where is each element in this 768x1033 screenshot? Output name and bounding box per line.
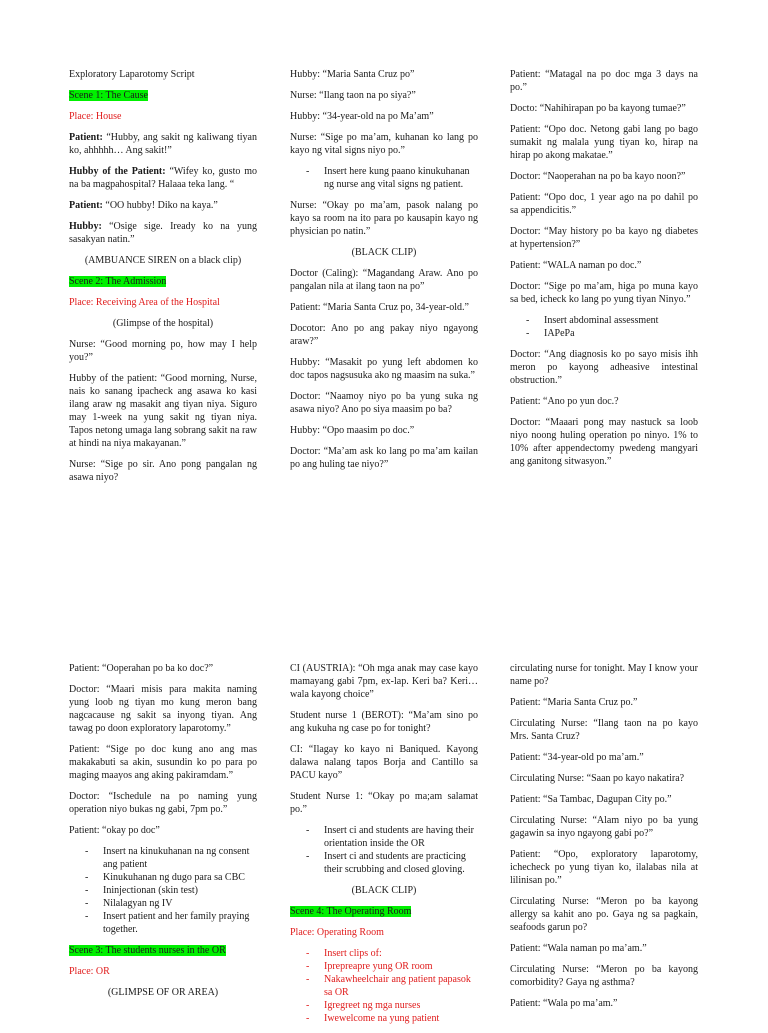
place-label xyxy=(290,926,478,939)
line-text: (AMBUANCE SIREN on a black clip) xyxy=(84,255,242,266)
line-text: Doctor: “Maaari pong may nastuck sa loob niyo noong huling operation po ninyo. 1% to 10% after appendectomy pwedeng mangyari ang ganitong sitwasyon.” xyxy=(510,417,698,467)
script-line xyxy=(510,102,698,115)
list-item: - IAPePa xyxy=(544,327,698,340)
page1-column-1 xyxy=(69,68,257,492)
script-line xyxy=(290,390,478,416)
list-item: - Iprepreapre yung OR room xyxy=(324,960,478,973)
list-item: - Insert ci and students are practicing their scrubbing and closed gloving. xyxy=(324,850,478,876)
line-text: Scene 3: The students nurses in the OR xyxy=(69,945,226,956)
script-line xyxy=(290,68,478,81)
list-item: - Kinukuhanan ng dugo para sa CBC xyxy=(103,871,257,884)
line-text: Doctor: “Ischedule na po naming yung operation niyo bukas ng gabi, 7pm po.” xyxy=(69,791,257,815)
line-text: Doctor: “May history po ba kayo ng diabetes at hypertension?” xyxy=(510,226,698,250)
script-line xyxy=(290,322,478,348)
script-line xyxy=(290,424,478,437)
line-text: Circulating Nurse: “Meron po ba kayong comorbidity? Gaya ng asthma? xyxy=(510,964,698,988)
place-label xyxy=(69,296,257,309)
script-line xyxy=(290,110,478,123)
line-text: Patient: “Maria Santa Cruz po, 34-year-old.” xyxy=(290,302,469,313)
script-line xyxy=(69,458,257,484)
script-line xyxy=(510,225,698,251)
script-line xyxy=(69,824,257,837)
line-text: Patient: “okay po doc” xyxy=(69,825,160,836)
line-text: Patient: “Sa Tambac, Dagupan City po.” xyxy=(510,794,672,805)
script-line xyxy=(290,267,478,293)
script-line xyxy=(69,743,257,782)
page1-column-3 xyxy=(510,68,698,476)
script-line xyxy=(69,338,257,364)
line-text: circulating nurse for tonight. May I know your name po? xyxy=(510,663,698,687)
script-line xyxy=(510,395,698,408)
script-line xyxy=(510,793,698,806)
script-line xyxy=(290,790,478,816)
line-text: Scene 2: The Admission xyxy=(69,276,167,287)
line-text: Exploratory Laparotomy Script xyxy=(69,69,195,80)
stage-direction xyxy=(290,884,478,897)
bullet-list xyxy=(290,947,478,1025)
line-text: Doctor: “Ang diagnosis ko po sayo misis ihh meron po kayong adheasive intestinal obstruction.” xyxy=(510,349,698,386)
list-item: - Insert ci and students are having their orientation inside the OR xyxy=(324,824,478,850)
line-text: Nurse: “Okay po ma’am, pasok nalang po kayo sa room na ito para po kausapin kayo ng physician po natin.” xyxy=(290,200,478,237)
line-text: “Hubby, ang sakit ng kaliwang tiyan ko, ahhhhh… Ang sakit!” xyxy=(69,132,257,156)
line-text: Patient: “Wala naman po ma’am.” xyxy=(510,943,647,954)
line-text: Place: Receiving Area of the Hospital xyxy=(69,297,220,308)
line-text: Nurse: “Sige po sir. Ano pong pangalan ng asawa niyo? xyxy=(69,459,257,483)
line-text: Scene 4: The Operating Room xyxy=(290,906,412,917)
script-line xyxy=(290,445,478,471)
line-text: “OO hubby! Diko na kaya.” xyxy=(102,200,218,211)
script-line xyxy=(510,170,698,183)
line-text: Doctor: “Maari misis para makita naming yung loob ng tiyan mo kung meron bang nagcacause ng sakit sa inyong tiyan. Ang tawag po doon exploratory laparotomy.” xyxy=(69,684,257,734)
place-label xyxy=(69,110,257,123)
line-text: Doctor: “Naamoy niyo po ba yung suka ng asawa niyo? Ano po siya maasim po ba? xyxy=(290,391,478,415)
script-line xyxy=(510,259,698,272)
line-text: Student nurse 1 (BEROT): “Ma’am sino po ang kukuha ng case po for tonight? xyxy=(290,710,478,734)
list-item: - Igregreet ng mga nurses xyxy=(324,999,478,1012)
line-text: Patient: “Ooperahan po ba ko doc?” xyxy=(69,663,214,674)
bullet-list xyxy=(510,314,698,340)
line-text: Circulating Nurse: “Ilang taon na po kayo Mrs. Santa Cruz? xyxy=(510,718,698,742)
script-line xyxy=(290,131,478,157)
scene-heading xyxy=(69,89,257,102)
script-line xyxy=(510,68,698,94)
speaker-label: Hubby: xyxy=(69,221,102,232)
script-line xyxy=(69,199,257,212)
line-text: (Glimpse of the hospital) xyxy=(112,318,214,329)
list-item: - Nilalagyan ng IV xyxy=(103,897,257,910)
scene-heading xyxy=(69,275,257,288)
line-text: Nurse: “Good morning po, how may I help you?” xyxy=(69,339,257,363)
line-text: Patient: “Maria Santa Cruz po.” xyxy=(510,697,638,708)
script-line xyxy=(290,356,478,382)
line-text: Patient: “Wala po ma’am.” xyxy=(510,998,618,1009)
line-text: Doctor: “Sige po ma’am, higa po muna kayo sa bed, icheck ko lang po yung tiyan Ninyo.” xyxy=(510,281,698,305)
line-text: Doctor: “Naoperahan na po ba kayo noon?” xyxy=(510,171,686,182)
line-text: Patient: “Opo doc, 1 year ago na po dahil po sa appendicitis.” xyxy=(510,192,698,216)
script-line xyxy=(69,790,257,816)
line-text: Hubby of the patient: “Good morning, Nurse, nais ko sanang ipacheck ang asawa ko kasi ilang araw ng masakit ang tiyan niya. Siguro may 1-week na yung sakit ng tiyan niya. Tapos netong umaga lang sobrang sakit na raw at hindi na niya makayanan.” xyxy=(69,373,257,449)
script-line xyxy=(510,814,698,840)
line-text: Docto: “Nahihirapan po ba kayong tumae?” xyxy=(510,103,686,114)
script-line xyxy=(510,662,698,688)
page2-column-3 xyxy=(510,662,698,1018)
script-line xyxy=(510,942,698,955)
line-text: Nurse: “Sige po ma’am, kuhanan ko lang po kayo ng vital signs niyo po.” xyxy=(290,132,478,156)
page2-column-1 xyxy=(69,662,257,1007)
line-text: (GLIMPSE OF OR AREA) xyxy=(107,987,219,998)
line-text: Patient: “Sige po doc kung ano ang mas makakabuti sa akin, susundin ko po para po maging maayos ang aking pakiramdam.” xyxy=(69,744,257,781)
line-text: Hubby: “Masakit po yung left abdomen ko doc tapos nagsusuka ako ng maasim na suka.” xyxy=(290,357,478,381)
script-line xyxy=(69,372,257,450)
script-line xyxy=(510,963,698,989)
script-line xyxy=(510,751,698,764)
scene-heading xyxy=(69,944,257,957)
line-text: Circulating Nurse: “Alam niyo po ba yung gagawin sa inyo ngayong gabi po?” xyxy=(510,815,698,839)
line-text: Patient: “WALA naman po doc.” xyxy=(510,260,642,271)
script-line xyxy=(69,662,257,675)
script-line xyxy=(510,348,698,387)
bullet-list xyxy=(290,824,478,876)
stage-direction xyxy=(69,986,257,999)
line-text: (BLACK CLIP) xyxy=(351,885,417,896)
script-line xyxy=(510,696,698,709)
place-label xyxy=(69,965,257,978)
line-text: Circulating Nurse: “Saan po kayo nakatira? xyxy=(510,773,685,784)
line-text: “Osige sige. Iready ko na yung sasakyan natin.” xyxy=(69,221,257,245)
line-text: Place: House xyxy=(69,111,122,122)
bullet-list xyxy=(290,165,478,191)
speaker-label: Hubby of the Patient: xyxy=(69,166,166,177)
script-line xyxy=(290,301,478,314)
speaker-label: Patient: xyxy=(69,200,103,211)
line-text: Patient: “Ano po yun doc.? xyxy=(510,396,619,407)
script-line xyxy=(510,191,698,217)
list-item: - Insert clips of: xyxy=(324,947,478,960)
script-line xyxy=(510,416,698,468)
line-text: Patient: “Opo doc. Netong gabi lang po bago sumakit ng malala yung tiyan ko, hirap na hirap po akong makatae.” xyxy=(510,124,698,161)
stage-direction xyxy=(290,246,478,259)
list-item: - Nakawheelchair ang patient papasok sa OR xyxy=(324,973,478,999)
line-text: Scene 1: The Cause xyxy=(69,90,148,101)
line-text: Hubby: “Maria Santa Cruz po” xyxy=(290,69,415,80)
line-text: “Wifey ko, gusto mo na ba magpahospital? Halaaa teka lang. “ xyxy=(69,166,257,190)
script-line xyxy=(290,662,478,701)
line-text: Nurse: “Ilang taon na po siya?” xyxy=(290,90,416,101)
line-text: (BLACK CLIP) xyxy=(351,247,417,258)
page2-column-2 xyxy=(290,662,478,1033)
line-text: Place: OR xyxy=(69,966,110,977)
script-line xyxy=(510,123,698,162)
scene-heading xyxy=(290,905,478,918)
line-text: Hubby: “34-year-old na po Ma’am” xyxy=(290,111,434,122)
list-item: - Insert patient and her family praying together. xyxy=(103,910,257,936)
line-text: Hubby: “Opo maasim po doc.” xyxy=(290,425,415,436)
script-line xyxy=(290,199,478,238)
list-item: - Insert abdominal assessment xyxy=(544,314,698,327)
script-line xyxy=(69,683,257,735)
script-line xyxy=(510,997,698,1010)
script-line xyxy=(290,89,478,102)
script-line xyxy=(290,709,478,735)
script-line xyxy=(69,165,257,191)
list-item: - Insert here kung paano kinukuhanan ng nurse ang vital signs ng patient. xyxy=(324,165,478,191)
list-item: - Ininjectionan (skin test) xyxy=(103,884,257,897)
script-line xyxy=(290,743,478,782)
script-line xyxy=(510,895,698,934)
page1-column-2 xyxy=(290,68,478,479)
script-line xyxy=(510,848,698,887)
line-text: Doctor: “Ma’am ask ko lang po ma’am kailan po ang huling tae niyo?” xyxy=(290,446,478,470)
list-item: - Iwewelcome na yung patient xyxy=(324,1012,478,1025)
line-text: Circulating Nurse: “Meron po ba kayong allergy sa kahit ano po. Gaya ng sa pagkain, seafoods garun po? xyxy=(510,896,698,933)
script-line xyxy=(510,717,698,743)
line-text: CI (AUSTRIA): “Oh mga anak may case kayo mamayang gabi 7pm, ex-lap. Keri ba? Keri… wala kayong choice” xyxy=(290,663,478,700)
line-text: Patient: “Matagal na po doc mga 3 days na po.” xyxy=(510,69,698,93)
script-line xyxy=(69,131,257,157)
stage-direction xyxy=(69,317,257,330)
line-text: CI: “Ilagay ko kayo ni Baniqued. Kayong dalawa nalang tapos Borja and Cantillo sa PACU kayo” xyxy=(290,744,478,781)
bullet-list xyxy=(69,845,257,936)
script-line xyxy=(510,772,698,785)
line-text: Place: Operating Room xyxy=(290,927,384,938)
stage-direction xyxy=(69,254,257,267)
script-line xyxy=(69,220,257,246)
line-text: Doctor (Caling): “Magandang Araw. Ano po pangalan nila at ilang taon na po” xyxy=(290,268,478,292)
line-text: Student Nurse 1: “Okay po ma;am salamat po.” xyxy=(290,791,478,815)
list-item: - Insert na kinukuhanan na ng consent ang patient xyxy=(103,845,257,871)
script-line xyxy=(69,68,257,81)
line-text: Docotor: Ano po ang pakay niyo ngayong araw?” xyxy=(290,323,478,347)
speaker-label: Patient: xyxy=(69,132,103,143)
line-text: Patient: “34-year-old po ma’am.” xyxy=(510,752,644,763)
line-text: Patient: “Opo, exploratory laparotomy, ichecheck po yung tiyan ko, ilalabas nila at lilinisan po.” xyxy=(510,849,698,886)
script-line xyxy=(510,280,698,306)
